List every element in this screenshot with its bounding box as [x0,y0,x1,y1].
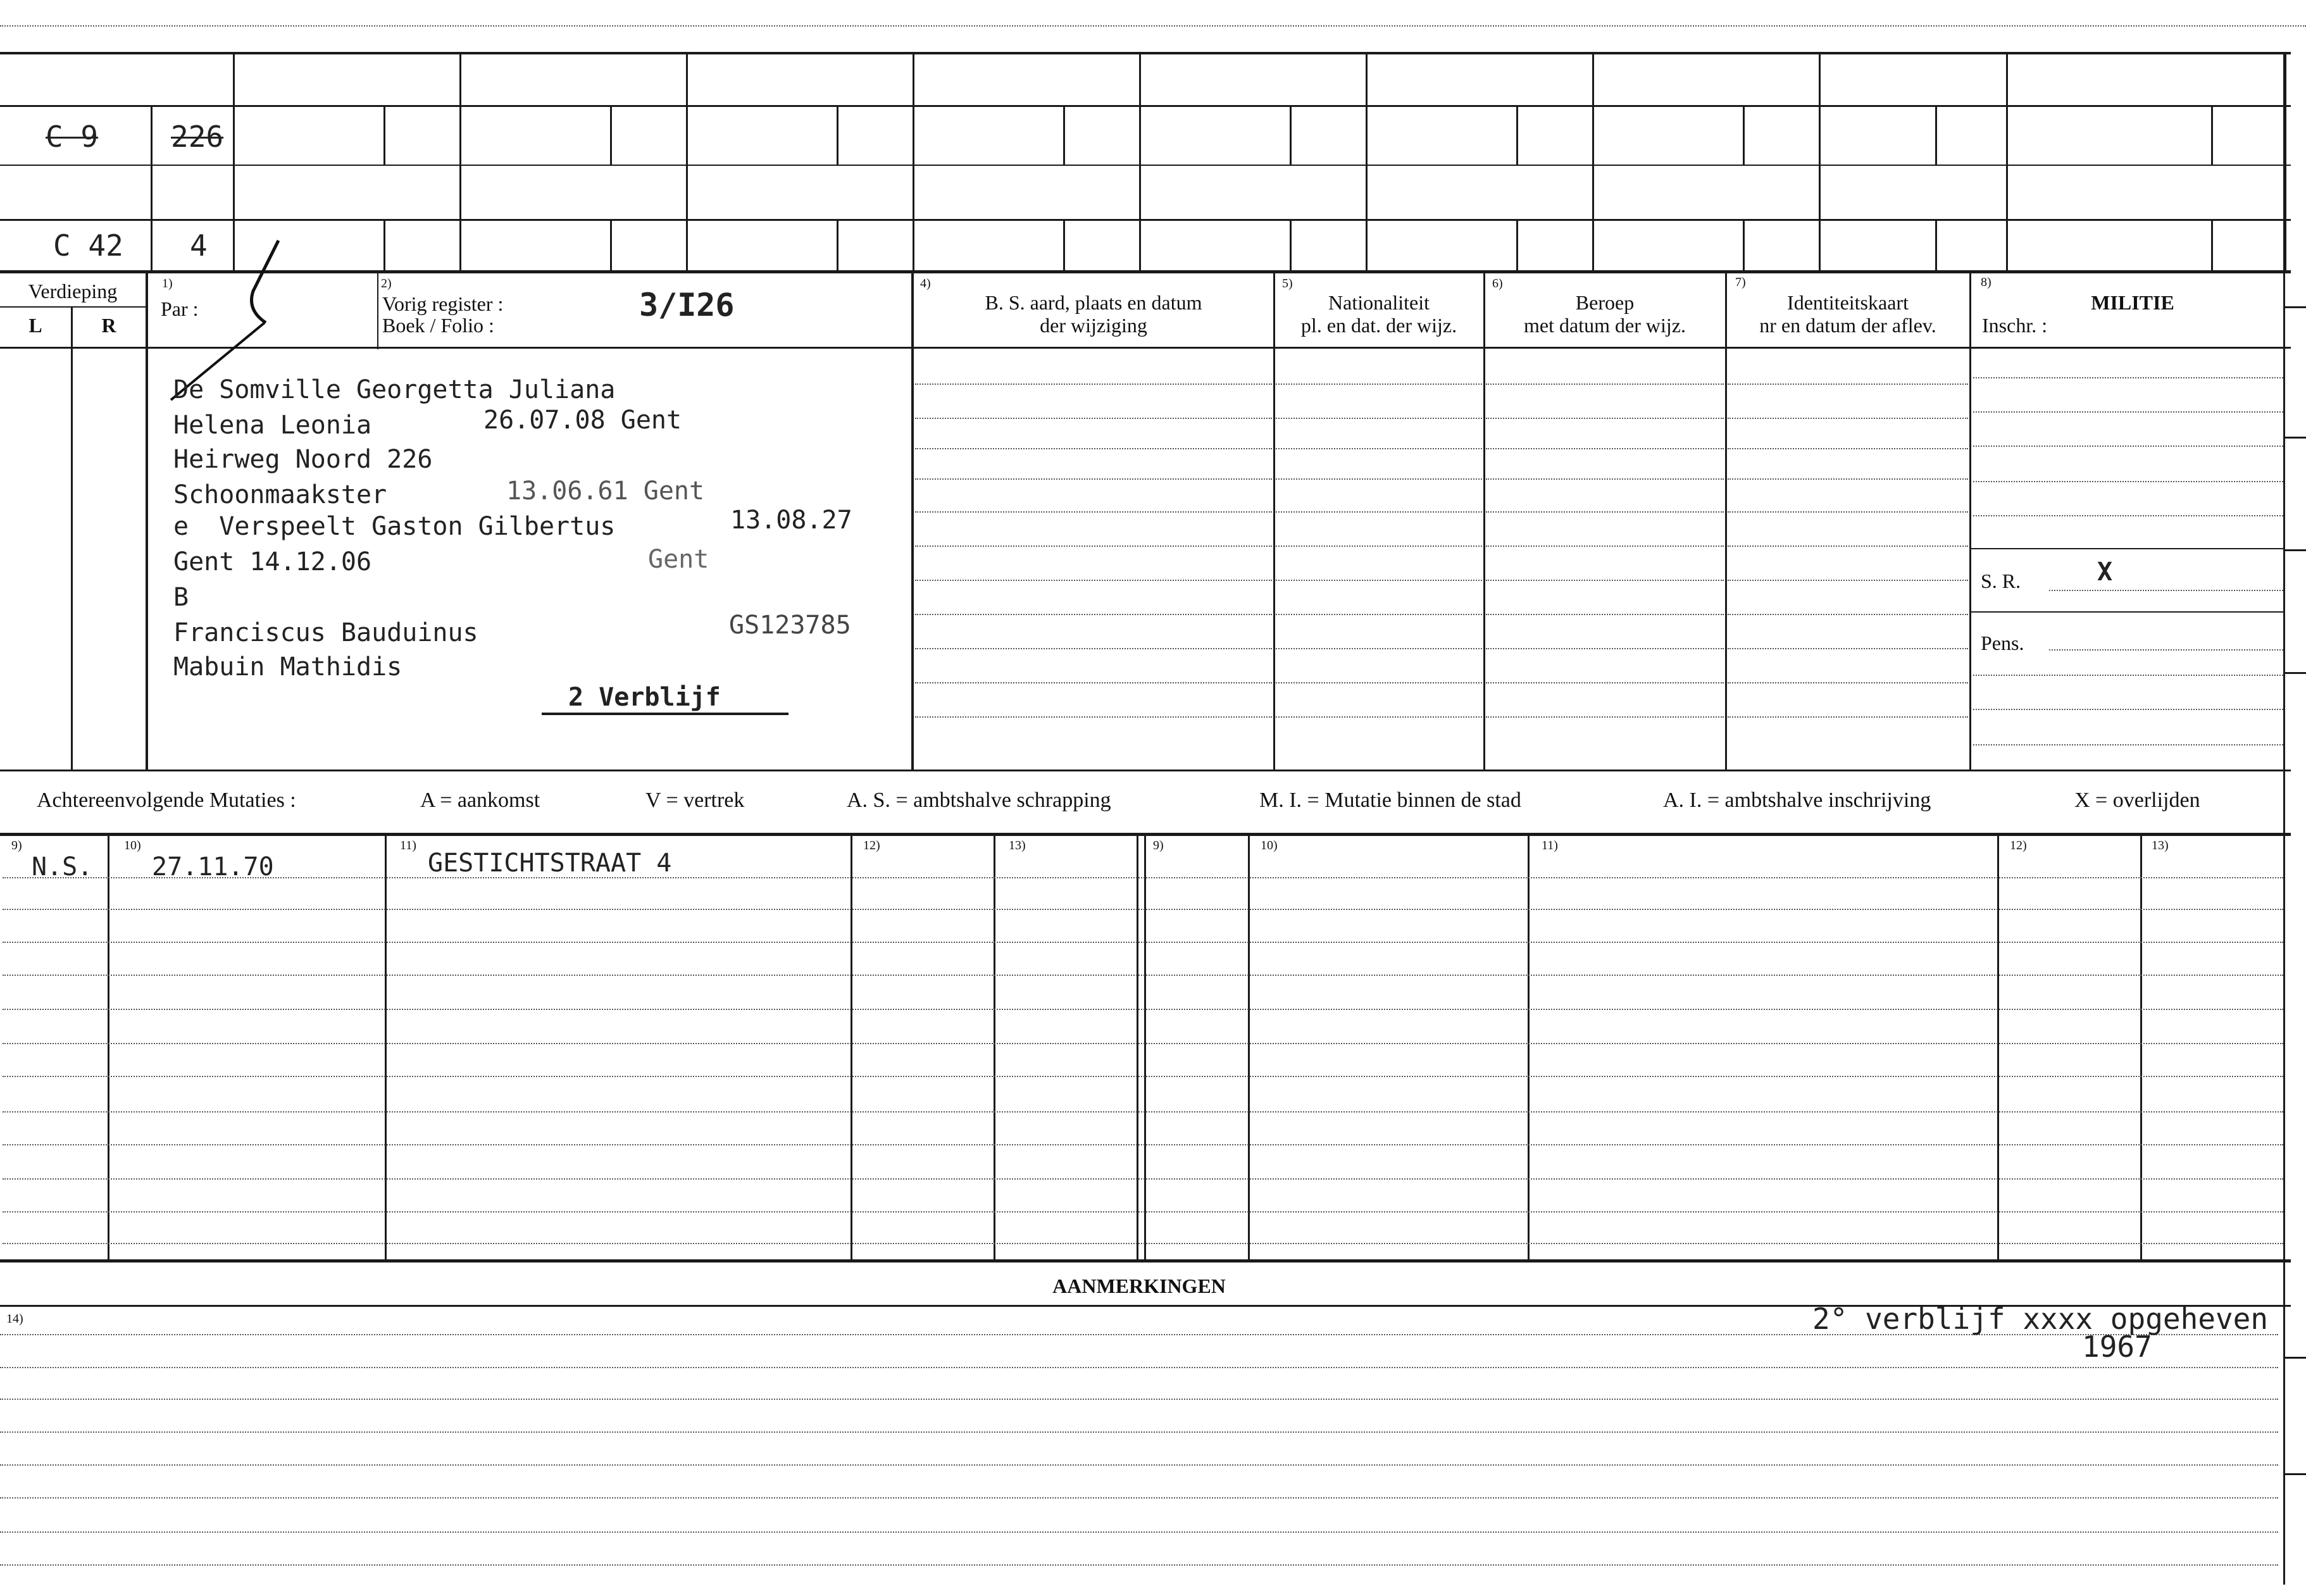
inschr-label: Inschr. : [1982,314,2048,337]
mut-col-number-6: 9) [1153,839,1164,852]
person-line-3: Heirweg Noord 226 [173,445,433,474]
person-occupation-date: 13.06.61 Gent [506,477,705,506]
code-col-8 [1592,53,1594,271]
mut-col-3 [851,835,852,1261]
remarks-year: 1967 [2082,1330,2152,1364]
beroep-line2: met datum der wijz. [1524,314,1686,337]
mutation-address: GESTICHTSTRAAT 4 [428,849,672,878]
nationaliteit-line1: Nationaliteit [1328,291,1430,314]
field-number-8: 8) [1981,275,1991,289]
header-bottom-border [0,347,2291,349]
mut-col-1 [108,835,109,1261]
l-label: L [28,314,42,337]
remarks-field-number: 14) [6,1312,23,1326]
mut-col-number-5: 13) [1009,839,1026,852]
field-number-7: 7) [1735,275,1746,289]
field-number-6: 6) [1492,277,1503,290]
sr-value: X [2097,558,2113,587]
code-subcol-i2 [2211,219,2213,271]
legend-schrapping: A. S. = ambtshalve schrapping [847,789,1111,812]
mut-col-number-4: 12) [863,839,880,852]
par-label: Par : [161,297,199,320]
field-number-5: 5) [1282,277,1293,290]
pens-label: Pens. [1981,632,2024,654]
code-subcol-b2 [610,219,612,271]
person-section-bottom [0,770,2291,771]
mut-col-number-2: 10) [124,839,141,852]
field-number-4: 4) [920,277,931,290]
code-col-1 [151,105,153,271]
legend-title: Achtereenvolgende Mutaties : [37,789,296,812]
person-line-6: Gent 14.12.06 [173,547,372,577]
code-subcol-d [1063,105,1065,166]
code-row-divider-3 [0,219,2291,221]
beroep-line1: Beroep [1575,291,1635,314]
militie-label: MILITIE [2091,291,2174,314]
identiteitskaart-line2: nr en datum der aflev. [1759,314,1936,337]
code-subcol-a2 [383,219,385,271]
field-number-1: 1) [162,277,173,290]
verdieping-label: Verdieping [28,280,118,302]
person-spouse-date: 13.08.27 [730,506,852,535]
person-line-8: Franciscus Bauduinus [173,618,478,647]
hdr-col-id [1725,272,1727,771]
person-line-1: De Somville Georgetta Juliana [173,375,616,404]
old-number: 226 [171,120,224,154]
hdr-col-lr [71,308,73,771]
mut-col-2 [385,835,387,1261]
vorig-register-label: Vorig register : [382,292,504,315]
code-col-9 [1819,53,1821,271]
legend-inschrijving: A. I. = ambtshalve inschrijving [1663,789,1931,812]
code-subcol-e [1290,105,1292,166]
field-number-2: 2) [381,277,392,290]
mut-col-9 [2140,835,2142,1261]
person-line-2: Helena Leonia [173,411,372,440]
code-col-10 [2006,53,2008,271]
mut-col-5b [1144,835,1146,1261]
new-code: C 42 [53,228,123,263]
code-row-divider-1 [0,105,2291,107]
code-subcol-g2 [1743,219,1745,271]
pens-dotted [2049,649,2283,651]
legend-aankomst: A = aankomst [420,789,540,812]
bs-header-line1: B. S. aard, plaats en datum [985,291,1202,314]
hdr-col-vorig [377,272,378,349]
mut-col-number-10: 13) [2152,839,2169,852]
code-subcol-d2 [1063,219,1065,271]
person-id-number: GS123785 [729,611,851,640]
hdr-col-bs [911,272,914,771]
remarks-note: 2° verblijf xxxx opgeheven [1812,1302,2269,1336]
code-subcol-i [2211,105,2213,166]
code-subcol-b [610,105,612,166]
hdr-col-nat [1273,272,1275,771]
code-subcol-f [1516,105,1518,166]
mut-col-7 [1528,835,1530,1261]
legend-overlijden: X = overlijden [2074,789,2200,812]
verblijf-note: 2 Verblijf [568,683,721,712]
person-line-9: Mabuin Mathidis [173,652,402,682]
mut-col-6 [1248,835,1250,1261]
mut-col-number-9: 12) [2010,839,2027,852]
legend-mutatie-stad: M. I. = Mutatie binnen de stad [1259,789,1521,812]
mut-col-number-8: 11) [1542,839,1558,852]
verblijf-underline [542,713,788,715]
code-subcol-c2 [837,219,838,271]
code-col-4 [686,53,688,271]
bs-header-line2: der wijziging [1040,314,1147,337]
top-border [0,52,2291,54]
code-subcol-h2 [1935,219,1937,271]
mutation-date: 27.11.70 [152,852,274,882]
mut-col-number-3: 11) [400,839,416,852]
hdr-col-militie [1969,272,1971,771]
code-col-7 [1366,53,1368,271]
sr-dotted [2049,590,2283,591]
remarks-title: AANMERKINGEN [1052,1275,1226,1297]
code-subcol-a [383,105,385,166]
hdr-col-beroep [1483,272,1485,771]
person-line-5: e Verspeelt Gaston Gilbertus [173,512,616,541]
hdr-col-par [146,272,148,771]
person-spouse-place: Gent [648,545,709,574]
code-subcol-g [1743,105,1745,166]
mut-col-number-7: 10) [1261,839,1278,852]
identiteitskaart-line1: Identiteitskaart [1787,291,1909,314]
code-subcol-c [837,105,838,166]
nationaliteit-line2: pl. en dat. der wijz. [1300,314,1457,337]
person-line-4: Schoonmaakster [173,480,387,509]
mutation-type: N.S. [32,852,93,882]
code-row-divider-2 [0,165,2291,166]
code-subcol-f2 [1516,219,1518,271]
person-line-7: B [173,583,189,612]
old-code: C 9 [46,120,99,154]
header-top-border [0,270,2291,273]
mut-col-8 [1997,835,1999,1261]
code-subcol-e2 [1290,219,1292,271]
militie-divider-2 [1971,611,2284,613]
code-col-5 [913,53,914,271]
code-col-3 [459,53,461,271]
new-number: 4 [190,228,208,263]
boek-folio-label: Boek / Folio : [382,314,494,337]
top-edge-line [0,25,2306,27]
code-col-6 [1139,53,1141,271]
mut-col-4 [994,835,995,1261]
legend-vertrek: V = vertrek [645,789,745,812]
boek-folio-value: 3/I26 [639,287,735,323]
sr-label: S. R. [1981,570,2021,592]
verdieping-subdivider [0,306,147,308]
r-label: R [101,314,116,337]
person-birth-date: 26.07.08 Gent [483,406,682,435]
mut-col-5a [1137,835,1138,1261]
militie-divider-1 [1971,548,2284,549]
mut-col-number-1: 9) [11,839,22,852]
code-subcol-h [1935,105,1937,166]
